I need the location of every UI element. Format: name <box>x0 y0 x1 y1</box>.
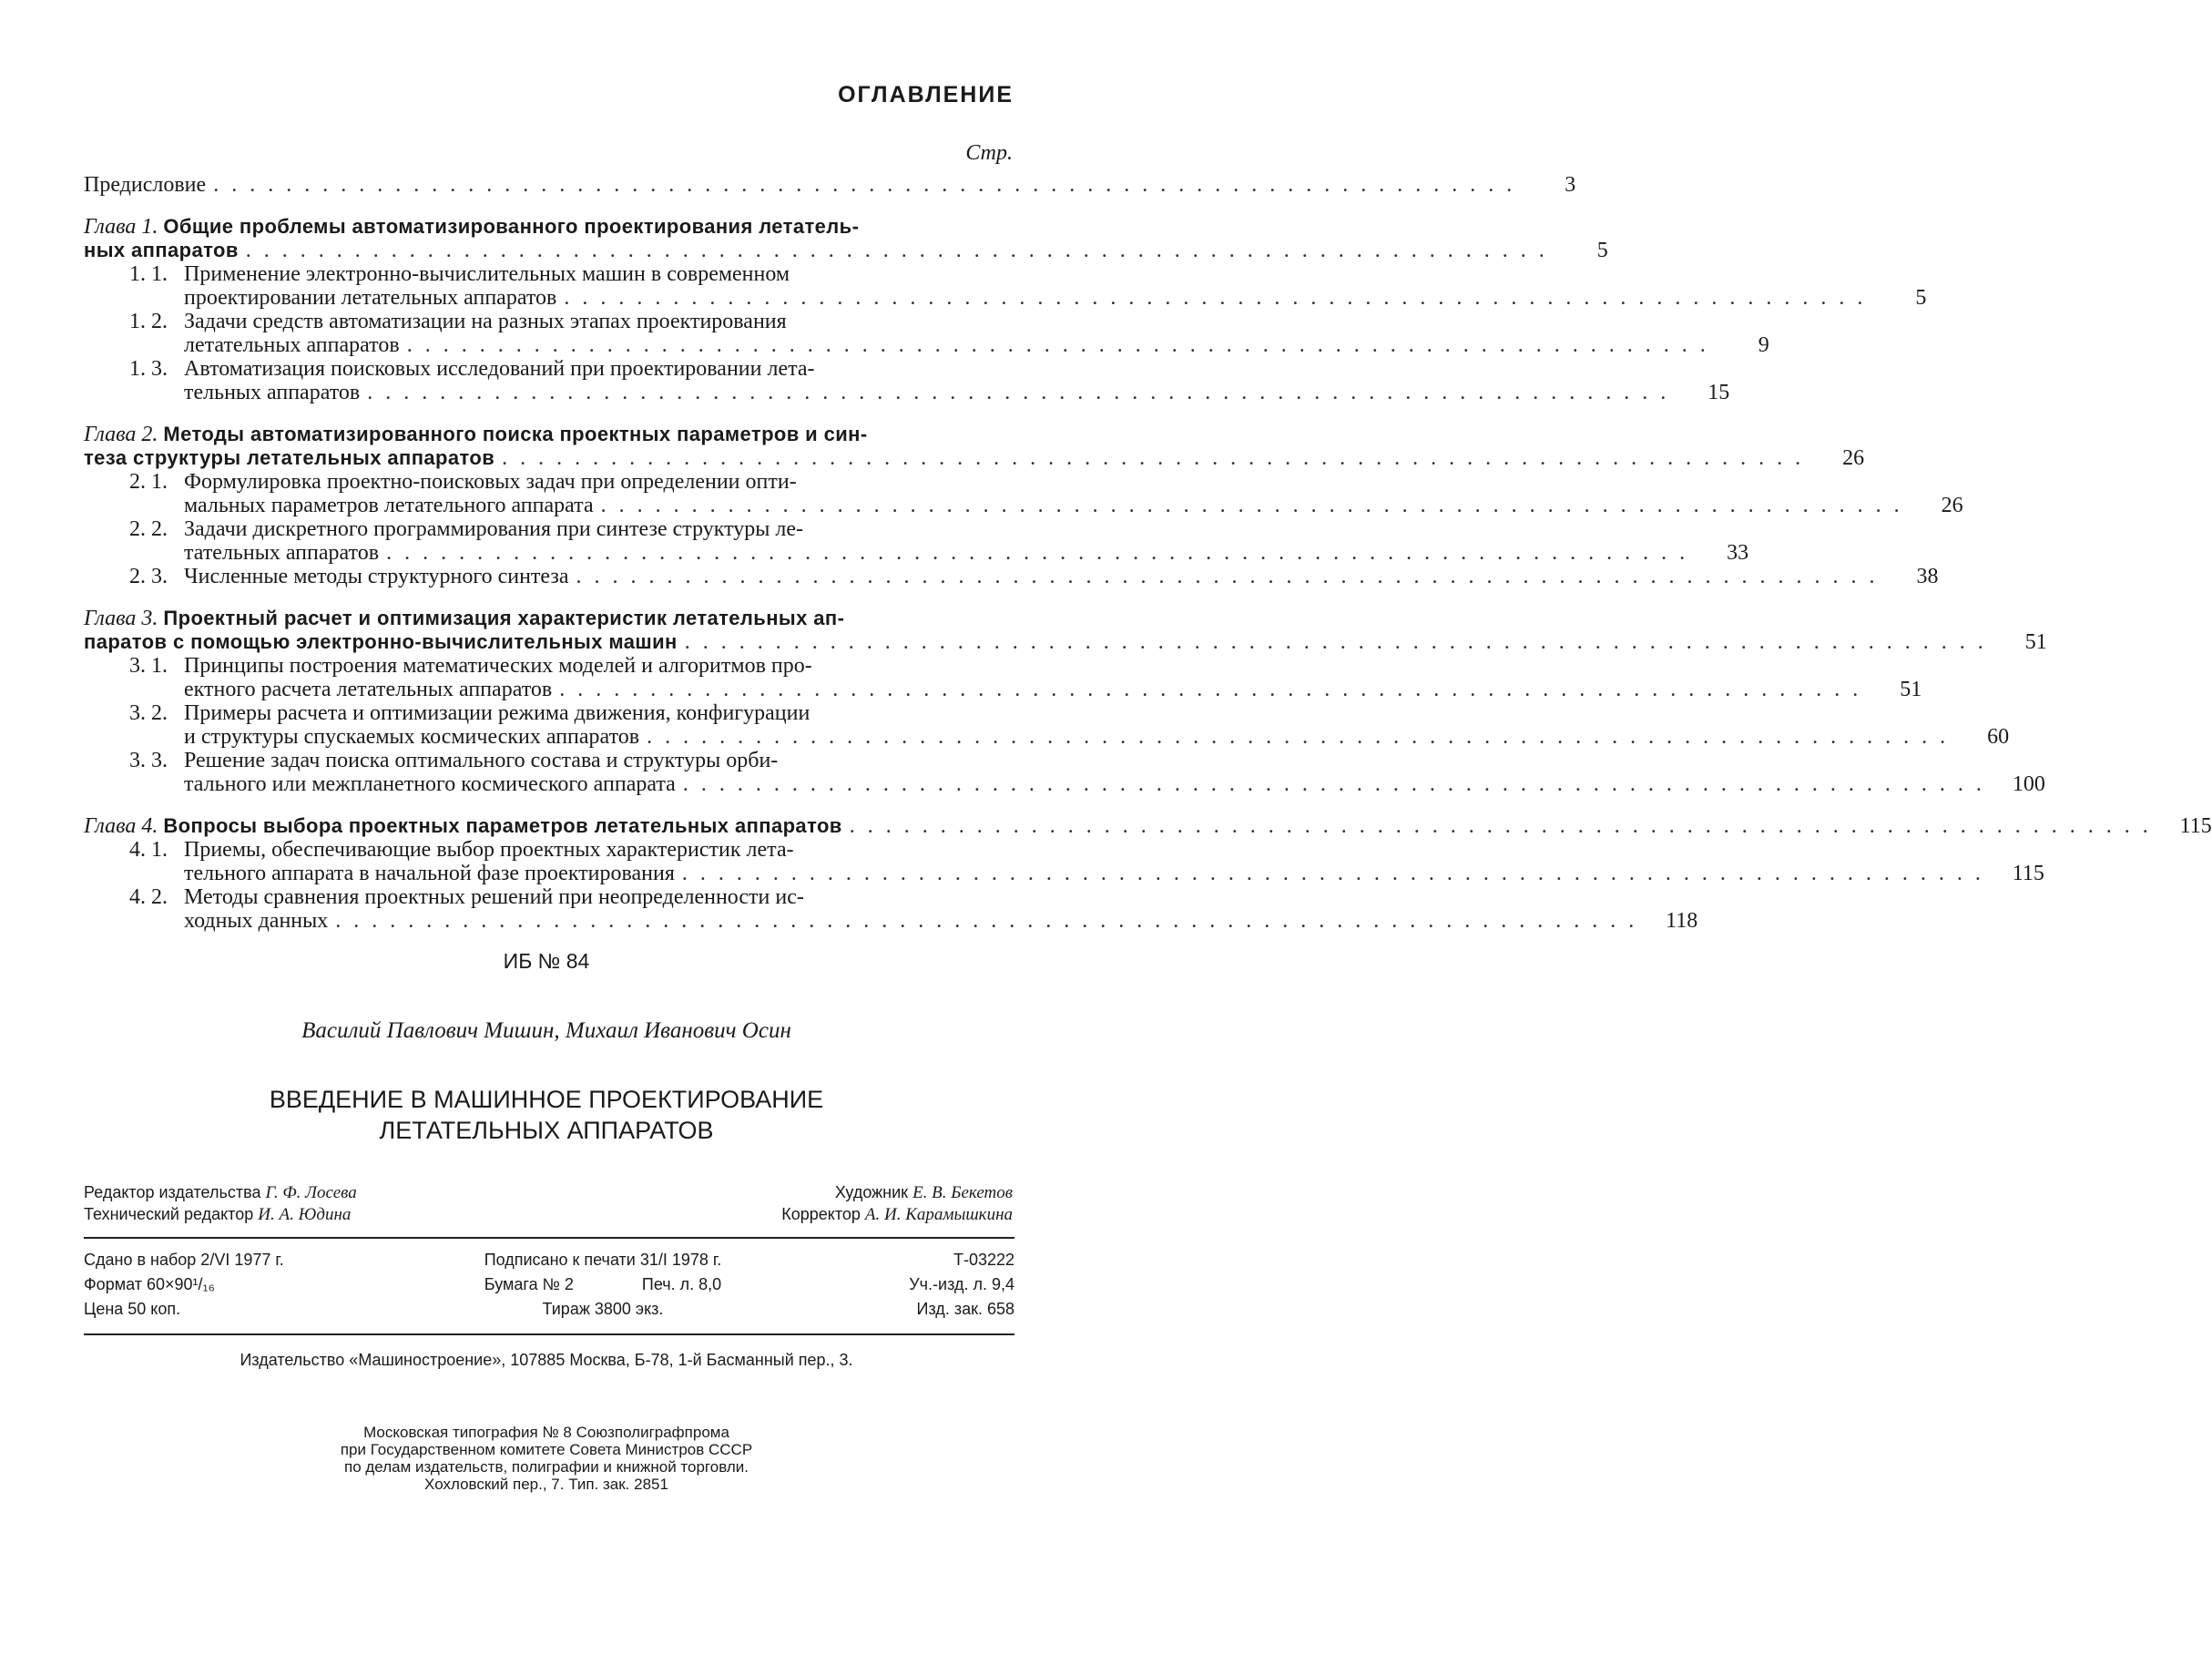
chapter-label: Глава 1. <box>84 215 158 239</box>
dot-leader: ........................................................................ <box>647 725 1959 749</box>
toc-page-number: 100 <box>2012 772 2045 796</box>
paper: Бумага № 2 <box>484 1275 574 1293</box>
format: Формат 60×90¹/₁₆ <box>84 1275 215 1293</box>
book-title <box>0 1084 1093 1146</box>
dot-leader: ........................................................................ <box>245 239 1557 262</box>
section-title-line: ектного расчета летательных аппаратов <box>184 678 553 701</box>
section-title-line: и структуры спускаемых космических аппаратов <box>184 725 640 749</box>
dot-leader: ........................................................................ <box>335 909 1647 933</box>
section-title-line: Методы сравнения проектных решений при неопределенности ис- <box>184 885 804 909</box>
production-details <box>84 1248 1014 1322</box>
publisher-address: Издательство «Машиностроение», 107885 Москва, Б-78, 1-й Басманный пер., 3. <box>240 1351 853 1369</box>
dot-leader: ........................................................................ <box>576 565 1888 588</box>
section-title-line: Формулировка проектно-поисковых задач при определении опти- <box>184 470 797 494</box>
credit-role: Корректор <box>781 1205 861 1223</box>
signed-date: Подписано к печати 31/I 1978 г. <box>484 1251 722 1269</box>
dot-leader: ........................................................................ <box>682 772 1994 796</box>
toc-page-number: 60 <box>1987 725 2010 749</box>
section-number: 1. 2. <box>129 310 168 333</box>
dot-leader: ........................................................................ <box>684 630 1996 654</box>
section-title-line: Принципы построения математических моделей и алгоритмов про- <box>184 654 812 678</box>
toc-section <box>84 885 1698 933</box>
toc-section <box>84 470 1963 517</box>
section-number: 2. 1. <box>129 470 168 494</box>
toc-chapter-4 <box>84 814 2212 838</box>
credit-role: Технический редактор <box>84 1205 254 1223</box>
printer-info <box>0 1424 1093 1493</box>
section-title-line: ходных данных <box>184 909 329 933</box>
submitted-date: Сдано в набор 2/VI 1977 г. <box>84 1251 284 1269</box>
publishing-sheets: Уч.-изд. л. 9,4 <box>909 1275 1014 1293</box>
section-title-line: тельных аппаратов <box>184 381 361 404</box>
toc-section <box>84 749 2045 796</box>
toc-page-number: 51 <box>1900 678 1922 701</box>
toc-page-number: 33 <box>1727 541 1749 565</box>
section-title-line: Задачи дискретного программирования при синтезе структуры ле- <box>184 517 804 541</box>
toc-section <box>84 701 2010 749</box>
section-title-line: Приемы, обеспечивающие выбор проектных характеристик лета- <box>184 838 794 862</box>
toc-entry-title: Предисловие <box>84 173 207 197</box>
section-number: 3. 2. <box>129 701 168 725</box>
section-title-line: тального или межпланетного космического аппарата <box>184 772 676 796</box>
toc-page-number: 115 <box>2012 862 2044 885</box>
book-title-line: ЛЕТАТЕЛЬНЫХ АППАРАТОВ <box>379 1117 714 1144</box>
toc-chapter-1 <box>84 215 1608 262</box>
printer-line: по делам издательств, полиграфии и книжной торговли. <box>344 1458 749 1476</box>
toc-chapter-2 <box>84 423 1865 470</box>
toc-section <box>84 565 1939 588</box>
dot-leader: ........................................................................ <box>502 446 1814 470</box>
printer-line: Хохловский пер., 7. Тип. зак. 2851 <box>424 1476 668 1493</box>
toc-page-number: 3 <box>1565 173 1576 197</box>
toc-section <box>84 838 2044 885</box>
toc-page-number: 51 <box>2024 630 2047 654</box>
section-number: 4. 2. <box>129 885 168 909</box>
section-title-line: Применение электронно-вычислительных машин в современном <box>184 262 790 286</box>
toc-page-number: 118 <box>1666 909 1698 933</box>
credit-name: А. И. Карамышкина <box>864 1205 1013 1224</box>
chapter-label: Глава 3. <box>84 607 158 630</box>
censor-code: Т-03222 <box>953 1251 1014 1269</box>
chapter-title-line: Проектный расчет и оптимизация характеристик летательных ап- <box>163 607 845 629</box>
section-number: 1. 3. <box>129 357 168 381</box>
toc-page-number: 26 <box>1842 446 1865 470</box>
section-title-line: Численные методы структурного синтеза <box>184 565 569 588</box>
printer-line: Московская типография № 8 Союзполиграфпрома <box>363 1424 729 1441</box>
toc-page-number: 5 <box>1596 239 1608 262</box>
toc-section <box>84 517 1749 565</box>
section-number: 1. 1. <box>129 262 168 286</box>
authors: Василий Павлович Мишин, Михаил Иванович Осин <box>301 1018 791 1043</box>
credit-name: Е. В. Бекетов <box>912 1183 1013 1202</box>
chapter-title-line: ных аппаратов <box>84 239 239 261</box>
section-title-line: Автоматизация поисковых исследований при проектировании лета- <box>184 357 815 381</box>
credit-name: И. А. Юдина <box>258 1205 352 1224</box>
toc-section <box>84 654 1922 701</box>
toc-page-number: 15 <box>1707 381 1730 404</box>
price: Цена 50 коп. <box>84 1300 181 1318</box>
dot-leader: ........................................................................ <box>849 814 2161 838</box>
dot-leader: ........................................................................ <box>213 173 1525 197</box>
dot-leader: ........................................................................ <box>559 678 1871 701</box>
chapter-label: Глава 4. <box>84 814 158 838</box>
dot-leader: ........................................................................ <box>386 541 1698 565</box>
credit-role: Редактор издательства <box>84 1183 261 1201</box>
chapter-title-line: теза структуры летательных аппаратов <box>84 446 495 469</box>
printer-line: при Государственном комитете Совета Министров СССР <box>340 1441 753 1458</box>
order-number: Изд. зак. 658 <box>916 1300 1014 1318</box>
toc-page-number: 115 <box>2179 814 2212 838</box>
chapter-title-line: паратов с помощью электронно-вычислительных машин <box>84 630 678 653</box>
section-title-line: тательных аппаратов <box>184 541 380 565</box>
section-number: 2. 2. <box>129 517 168 541</box>
toc-section <box>84 310 1769 357</box>
section-title-line: Задачи средств автоматизации на разных этапах проектирования <box>184 310 787 333</box>
chapter-title-line: Методы автоматизированного поиска проектных параметров и син- <box>163 423 868 445</box>
dot-leader: ........................................................................ <box>600 494 1912 517</box>
section-title-line: Решение задач поиска оптимального состава и структуры орби- <box>184 749 779 772</box>
divider <box>84 1237 1014 1239</box>
section-title-line: мальных параметров летательного аппарата <box>184 494 594 517</box>
print-sheets: Печ. л. 8,0 <box>641 1275 722 1293</box>
toc-page-number: 5 <box>1915 286 1927 310</box>
page-column-label: Стр. <box>965 141 1013 165</box>
divider <box>84 1333 1014 1335</box>
table-of-contents <box>84 173 2212 933</box>
dot-leader: ........................................................................ <box>681 862 1993 885</box>
section-number: 4. 1. <box>129 838 168 862</box>
section-title-line: тельного аппарата в начальной фазе проектирования <box>184 862 675 885</box>
book-title-line: ВВЕДЕНИЕ В МАШИННОЕ ПРОЕКТИРОВАНИЕ <box>269 1086 824 1113</box>
section-title-line: летательных аппаратов <box>184 333 400 357</box>
section-number: 3. 1. <box>129 654 168 678</box>
toc-page-number: 9 <box>1758 333 1769 357</box>
section-number: 3. 3. <box>129 749 168 772</box>
dot-leader: ........................................................................ <box>367 381 1679 404</box>
toc-chapter-3 <box>84 607 2047 654</box>
chapter-title-line: Общие проблемы автоматизированного проектирования летатель- <box>163 215 860 238</box>
chapter-title-line: Вопросы выбора проектных параметров летательных аппаратов <box>163 814 842 837</box>
credit-name: Г. Ф. Лосева <box>265 1183 357 1202</box>
section-title-line: проектировании летательных аппаратов <box>184 286 557 310</box>
chapter-label: Глава 2. <box>84 423 158 446</box>
credit-role: Художник <box>834 1183 909 1201</box>
toc-page-number: 26 <box>1941 494 1963 517</box>
print-run: Тираж 3800 экз. <box>542 1300 664 1318</box>
ib-number: ИБ № 84 <box>503 949 590 973</box>
toc-heading: ОГЛАВЛЕНИЕ <box>838 82 1014 107</box>
dot-leader: ........................................................................ <box>564 286 1876 310</box>
toc-section <box>84 357 1730 404</box>
section-number: 2. 3. <box>129 565 168 588</box>
section-title-line: Примеры расчета и оптимизации режима движения, конфигурации <box>184 701 810 725</box>
toc-preface <box>84 173 1576 197</box>
toc-page-number: 38 <box>1916 565 1939 588</box>
dot-leader: ........................................................................ <box>406 333 1718 357</box>
toc-section <box>84 262 1927 310</box>
credits <box>84 1181 1013 1225</box>
